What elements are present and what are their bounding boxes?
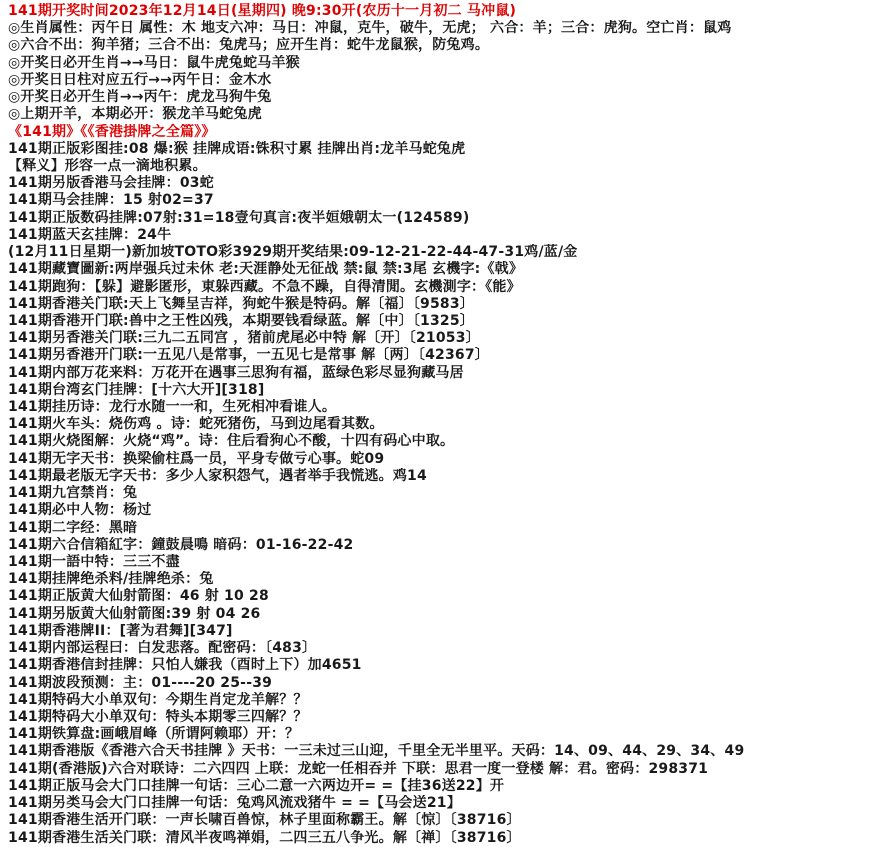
text-line: 141期另版黄大仙射箭图:39 射 04 26 <box>8 605 261 622</box>
text-line: 141期另香港开门联:一五见八是常事，一五见七是常事 解〔两〕〔42367〕 <box>8 347 490 364</box>
text-line: 141期香港关门联:天上飞舞呈吉祥，狗蛇牛猴是特码。解〔福〕〔9583〕 <box>8 295 474 312</box>
text-line: ◎开奖日必开生肖→→马日：鼠牛虎兔蛇马羊猴 <box>8 54 300 71</box>
text-line: 141期跑狗：【躲】避影匿形，東躲西藏。不急不躁，自得清閒。玄機測字：《能》 <box>8 278 521 295</box>
text-line: 141期正版黄大仙射箭图：46 射 10 28 <box>8 588 269 605</box>
text-line: 141期另香港关门联:三九二五同宫 ，猪前虎尾必中特 解〔开〕〔21053〕 <box>8 330 480 347</box>
text-line: 141期内部万花来料：万花开在遇事三思狗有福，蓝绿色彩尽显狗藏马居 <box>8 364 464 381</box>
text-line: (12月11日星期一)新加坡TOTO彩3929期开奖结果:09-12-21-22-44-47-31鸡/蓝/金 <box>8 244 578 261</box>
text-line: 141期挂牌绝杀料/挂牌绝杀：兔 <box>8 571 214 588</box>
text-line: 141期蓝天玄挂牌：24牛 <box>8 226 172 243</box>
text-line: 141期台湾玄门挂牌：[十六大开][318] <box>8 381 265 398</box>
text-line: ◎六合不出：狗羊猪；三合不出：兔虎马；应开生肖：蛇牛龙鼠猴，防兔鸡。 <box>8 37 490 54</box>
text-line: 141期最老版无字天书：多少人家积怨气，遇者举手我慌逃。鸡14 <box>8 467 427 484</box>
text-line: 141期香港牌II：[著为君舞][347] <box>8 622 233 639</box>
text-line: 141期香港生活开门联：一声长啸百兽惊，林子里面称霸王。解〔惊〕〔38716〕 <box>8 812 521 829</box>
text-line: 141期特码大小单双句：今期生肖定龙羊解？？ <box>8 691 308 708</box>
header-draw-time: 141期开奖时间2023年12月14日(星期四) 晚9:30开(农历十一月初二 马冲鼠) <box>8 3 517 19</box>
text-line: 141期必中人物：杨过 <box>8 502 152 519</box>
text-line: ◎开奖日必开生肖→→丙午：虎龙马狗牛兔 <box>8 89 272 106</box>
text-line: 141期火烧图解：火烧“鸡”。诗：住后看狗心不酸，十四有码心中取。 <box>8 433 455 450</box>
text-line: 141期正版马会大门口挂牌一句话：三心二意一六两边开= =【挂36送22】开 <box>8 777 505 794</box>
text-line: 141期一語中特：三三不盡 <box>8 554 180 570</box>
text-line: ◎生肖属性：丙午日 属性：木 地支六冲：马日：冲鼠，克牛，破牛，无虎； 六合：羊；三合：虎狗。空亡肖：鼠鸡 <box>8 20 732 37</box>
text-line: 141期马会挂牌：15 射02=37 <box>8 192 214 209</box>
text-line: 141期六合信箱紅字：鐘鼓晨鳴 暗码：01-16-22-42 <box>8 536 354 553</box>
text-line: 141期另版香港马会挂牌：03蛇 <box>8 175 214 192</box>
text-line: 141期藏寶圖新:两岸强兵过未休 老:天涯静处无征战 禁:鼠 禁:3尾 玄機字:《戟》 <box>8 261 524 278</box>
text-line: 141期香港版《香港六合天书挂牌 》天书：一三未过三山迎，千里全无半里平。天码：14、09、44、29、34、49 <box>8 743 745 760</box>
text-line: 141期九宫禁肖：兔 <box>8 485 138 502</box>
text-line: 141期香港信封挂牌：只怕人嫌我（酉时上下）加4651 <box>8 657 362 674</box>
text-line: 141期正版数码挂牌:07射:31=18壹句真言:夜半姮娥朝太一(124589) <box>8 209 470 226</box>
text-line: 141期(香港版)六合对联诗：二六四四 上联：龙蛇一任相吞并 下联：思君一度一登楼 解：君。密码：298371 <box>8 760 709 777</box>
text-line: 141期波段预测：主：01----20 25--39 <box>8 674 273 691</box>
section-title: 《141期》《《香港掛牌之全篇》》 <box>8 123 216 140</box>
text-line: 141期二字经：黑暗 <box>8 519 138 536</box>
text-line: 【释义】形容一点一滴地积累。 <box>8 157 207 174</box>
text-line: 141期特码大小单双句：特头本期零三四解？？ <box>8 708 308 725</box>
text-line: 141期香港生活关门联：清风半夜鸣禅娟，二四三五八争光。解〔禅〕〔38716〕 <box>8 829 521 846</box>
text-line: 141期火车头：烧伤鸡 。诗：蛇死猪伤，马到边尾看其数。 <box>8 416 384 433</box>
text-line: ◎上期开羊，本期必开：猴龙羊马蛇兔虎 <box>8 106 262 123</box>
text-line: 141期挂历诗：龙行水随一一和，生死相冲看谁人。 <box>8 399 337 416</box>
text-line: 141期另类马会大门口挂牌一句话：兔鸡风流戏猪牛 = =【马会送21】 <box>8 795 461 812</box>
text-line: 141期无字天书：换梁偷柱爲一员，平身专做亏心事。蛇09 <box>8 450 385 467</box>
text-line: 141期铁算盘:画峨眉峰（所谓阿赖耶）开：？ <box>8 726 300 743</box>
text-line: 141期正版彩图挂:08 爆:猴 挂牌成语:铢积寸累 挂牌出肖:龙羊马蛇兔虎 <box>8 140 466 157</box>
text-line: 141期内部运程曰：白发悲落。配密码：〔483〕 <box>8 640 317 657</box>
text-line: ◎开奖日日柱对应五行→→丙午日：金木水 <box>8 71 272 88</box>
text-line: 141期香港开门联:兽中之王性凶残，本期要钱看绿蓝。解〔中〕〔1325〕 <box>8 312 474 329</box>
